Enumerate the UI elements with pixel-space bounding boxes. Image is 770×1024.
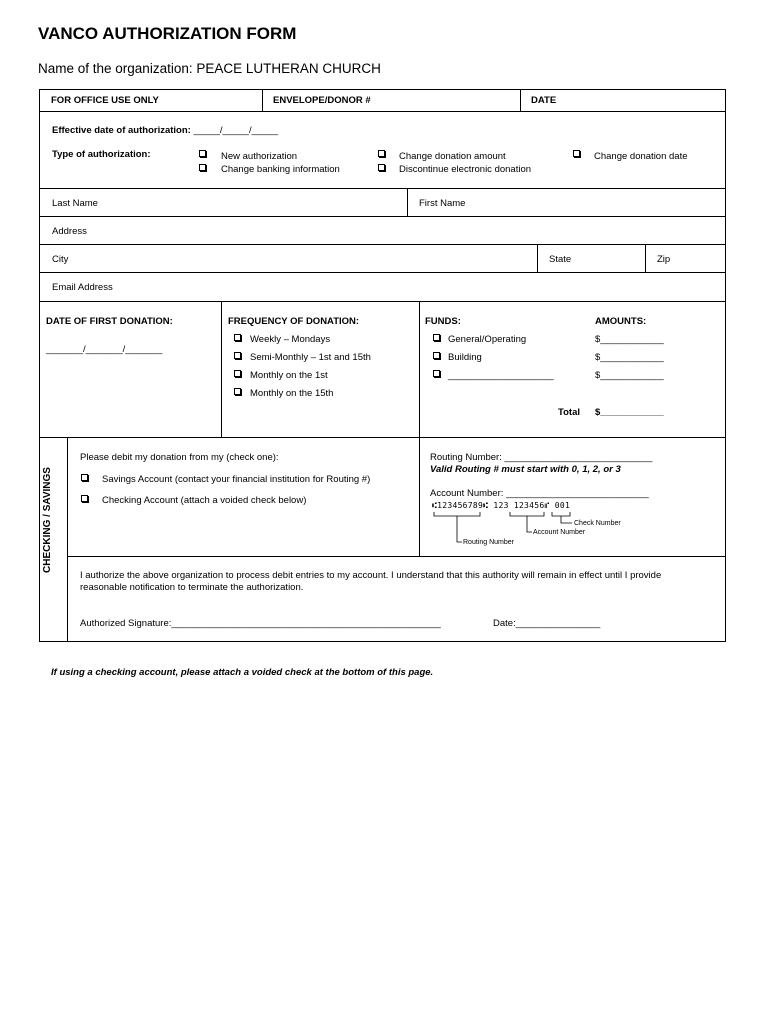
email-field[interactable]: Email Address xyxy=(52,282,113,293)
building-fund-label: Building xyxy=(448,352,482,363)
check-micr-line: ⑆123456789⑆ 123 123456⑈ 001 xyxy=(432,501,571,510)
semi-monthly-label: Semi-Monthly – 1st and 15th xyxy=(250,352,371,363)
check-number-caption: Check Number xyxy=(574,520,621,527)
total-field[interactable]: $____________ xyxy=(595,407,664,418)
city-field[interactable]: City xyxy=(52,254,69,265)
building-fund-checkbox[interactable] xyxy=(433,352,440,359)
checking-option-label: Checking Account (attach a voided check below) xyxy=(102,495,307,506)
form-title: VANCO AUTHORIZATION FORM xyxy=(38,24,297,43)
monthly-15th-label: Monthly on the 15th xyxy=(250,388,334,399)
routing-number-field[interactable]: Routing Number: ____________________________ xyxy=(430,452,653,463)
change-date-checkbox[interactable] xyxy=(573,150,580,157)
routing-number-note: Valid Routing # must start with 0, 1, 2, or 3 xyxy=(430,464,621,475)
frequency-label: FREQUENCY OF DONATION: xyxy=(228,316,360,327)
type-of-authorization-label: Type of authorization: xyxy=(52,149,151,160)
general-fund-checkbox[interactable] xyxy=(433,334,440,341)
envelope-donor-label: ENVELOPE/DONOR # xyxy=(273,95,371,106)
new-authorization-checkbox[interactable] xyxy=(199,150,206,157)
effective-date-label: Effective date of authorization: _____/_____/_____ xyxy=(52,125,278,136)
amount-other-field[interactable]: $____________ xyxy=(595,370,664,381)
monthly-15th-checkbox[interactable] xyxy=(234,388,241,395)
banking-section xyxy=(39,437,726,642)
total-label: Total xyxy=(558,407,580,418)
header-date-label: DATE xyxy=(531,95,557,106)
semi-monthly-checkbox[interactable] xyxy=(234,352,241,359)
authorization-statement: I authorize the above organization to process debit entries to my account. I understand that this authority will remain in effect until I provide reasonable notification to terminate the authorization. xyxy=(80,570,662,593)
other-fund-checkbox[interactable] xyxy=(433,370,440,377)
weekly-label: Weekly – Mondays xyxy=(250,334,331,345)
first-donation-field[interactable]: _______/_______/_______ xyxy=(46,344,163,355)
amount-general-field[interactable]: $____________ xyxy=(595,334,664,345)
change-banking-checkbox[interactable] xyxy=(199,164,206,171)
zip-field[interactable]: Zip xyxy=(657,254,671,265)
checking-savings-side-label: CHECKING / SAVINGS xyxy=(42,467,53,573)
general-fund-label: General/Operating xyxy=(448,334,527,345)
change-amount-label: Change donation amount xyxy=(399,151,506,162)
checking-checkbox[interactable] xyxy=(81,495,88,502)
first-donation-label: DATE OF FIRST DONATION: xyxy=(46,316,173,327)
signature-field[interactable]: Authorized Signature:___________________________________________________ xyxy=(80,618,441,629)
debit-instruction: Please debit my donation from my (check one): xyxy=(80,452,279,463)
last-name-field[interactable]: Last Name xyxy=(52,198,98,209)
discontinue-label: Discontinue electronic donation xyxy=(399,164,532,175)
other-fund-field[interactable]: ____________________ xyxy=(448,370,554,381)
account-number-field[interactable]: Account Number: ___________________________ xyxy=(430,488,649,499)
account-number-caption: Account Number xyxy=(533,529,586,536)
address-field[interactable]: Address xyxy=(52,226,87,237)
signature-date-field[interactable]: Date:________________ xyxy=(493,618,601,629)
change-amount-checkbox[interactable] xyxy=(378,150,385,157)
funds-label: FUNDS: xyxy=(425,316,461,327)
new-authorization-label: New authorization xyxy=(221,151,298,162)
amounts-label: AMOUNTS: xyxy=(595,316,647,327)
weekly-checkbox[interactable] xyxy=(234,334,241,341)
savings-option-label: Savings Account (contact your financial institution for Routing #) xyxy=(102,474,371,485)
first-name-field[interactable]: First Name xyxy=(419,198,466,209)
organization-line: Name of the organization: PEACE LUTHERAN CHURCH xyxy=(38,61,381,76)
discontinue-checkbox[interactable] xyxy=(378,164,385,171)
personal-info-section xyxy=(39,188,726,302)
routing-number-caption: Routing Number xyxy=(463,539,514,546)
office-use-label: FOR OFFICE USE ONLY xyxy=(51,95,159,106)
change-banking-label: Change banking information xyxy=(221,164,340,175)
state-field[interactable]: State xyxy=(549,254,572,265)
footer-note: If using a checking account, please attach a voided check at the bottom of this page. xyxy=(51,667,434,678)
monthly-1st-checkbox[interactable] xyxy=(234,370,241,377)
amount-building-field[interactable]: $____________ xyxy=(595,352,664,363)
effective-date-field[interactable]: _____/_____/_____ xyxy=(193,125,278,136)
change-date-label: Change donation date xyxy=(594,151,688,162)
monthly-1st-label: Monthly on the 1st xyxy=(250,370,328,381)
savings-checkbox[interactable] xyxy=(81,474,88,481)
